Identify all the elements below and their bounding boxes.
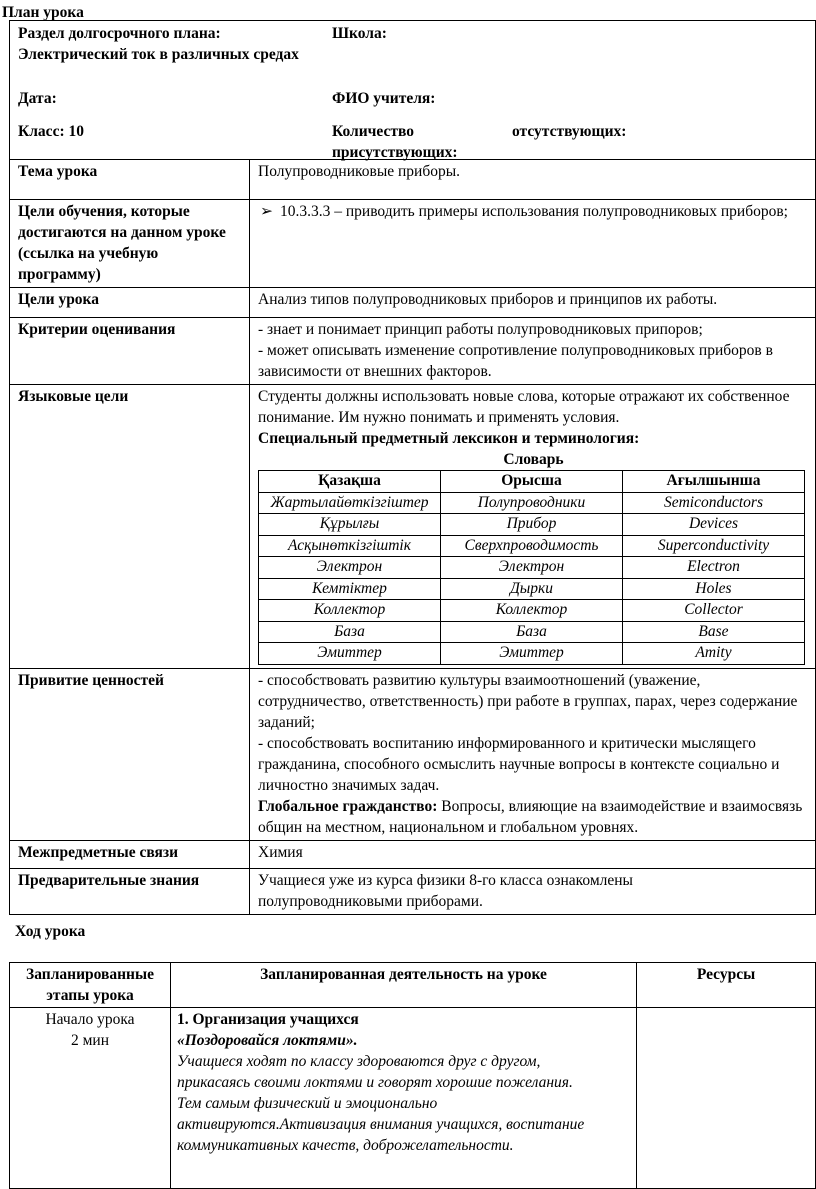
vocab-row <box>259 578 805 600</box>
bullet-arrow-icon: ➢ <box>260 203 273 220</box>
dictionary-title: Словарь <box>503 451 564 468</box>
activity-head: 1. Организация учащихся <box>177 1011 359 1028</box>
vocab-russian: Сверхпроводимость <box>441 535 623 557</box>
present-label: присутствующих: <box>332 144 458 161</box>
vocab-row <box>259 643 805 665</box>
lesson-progress-table <box>9 962 816 1189</box>
vocab-english: Devices <box>623 514 805 536</box>
vocab-col-russian: Орысша <box>441 471 623 493</box>
language-row <box>10 385 816 669</box>
vocab-kazakh: Кемтіктер <box>259 578 441 600</box>
teacher-label: ФИО учителя: <box>332 90 436 107</box>
values-cell <box>250 668 816 840</box>
vocab-header-row <box>259 471 805 493</box>
vocab-russian: Прибор <box>441 514 623 536</box>
topic-row <box>10 160 816 200</box>
objectives-value: 10.3.3.3 – приводить примеры использования полупроводниковых приборов; <box>280 203 788 220</box>
global-text: Вопросы, влияющие на взаимодействие и взаимосвязь общин на местном, национальном и глобальном уровнях. <box>258 797 803 836</box>
vocab-kazakh: Электрон <box>259 557 441 579</box>
vocab-body <box>259 492 805 664</box>
topic-label: Тема урока <box>10 160 250 200</box>
vocab-kazakh: База <box>259 621 441 643</box>
values-para-1: - способствовать развитию культуры взаимоотношений (уважение, сотрудничество, ответственность) при работе в группах, парах, через содержание заданий; <box>258 671 798 731</box>
section-block <box>18 23 318 65</box>
date-label: Дата: <box>18 90 57 107</box>
vocab-col-english: Ағылшынша <box>623 471 805 493</box>
interdisciplinary-row <box>10 840 816 868</box>
interdisciplinary-label: Межпредметные связи <box>10 840 250 868</box>
language-text: Студенты должны использовать новые слова, которые отражают их собственное понимание. Им нужно понимать и применять условия. <box>258 388 790 426</box>
vocab-english: Amity <box>623 643 805 665</box>
prior-label: Предварительные знания <box>10 868 250 914</box>
progress-title: Ход урока <box>15 923 86 940</box>
vocabulary-table <box>258 470 805 665</box>
vocab-russian: Эмиттер <box>441 643 623 665</box>
criteria-line-2: - может описывать изменение сопротивление полупроводниковых приборов в зависимости от внешних факторов. <box>258 342 773 380</box>
goals-label: Цели урока <box>10 288 250 318</box>
criteria-cell <box>250 318 816 385</box>
prior-row <box>10 868 816 914</box>
vocab-english: Semiconductors <box>623 492 805 514</box>
col-activity: Запланированная деятельность на уроке <box>171 963 637 1008</box>
vocab-kazakh: Коллектор <box>259 600 441 622</box>
values-para-2: - способствовать воспитанию информированного и критически мыслящего гражданина, способного осмыслить научные вопросы в контексте социально и личностно значимых задач. <box>258 734 780 794</box>
header-cell <box>10 21 816 160</box>
school-label: Школа: <box>332 25 387 42</box>
absent-label: отсутствующих: <box>512 123 627 140</box>
vocab-english: Holes <box>623 578 805 600</box>
activity-cell <box>171 1008 637 1189</box>
header-row <box>10 21 816 160</box>
vocab-col-kazakh: Қазақша <box>259 471 441 493</box>
section-label: Раздел долгосрочного плана: <box>18 25 221 42</box>
language-subhead: Специальный предметный лексикон и терминология: <box>258 430 640 447</box>
activity-game: «Поздоровайся локтями». <box>177 1032 358 1049</box>
values-label: Привитие ценностей <box>10 668 250 840</box>
criteria-label: Критерии оценивания <box>10 318 250 385</box>
objectives-row <box>10 200 816 288</box>
vocab-row <box>259 557 805 579</box>
vocab-kazakh: Жартылайөткізгіштер <box>259 492 441 514</box>
progress-header-row <box>10 963 816 1008</box>
activity-text: Учащиеся ходят по классу здороваются друг с другом, прикасаясь своими локтями и говорят хорошие пожелания. Тем самым физический и эмоционально активируются.Активизация внимания учащихся, воспитание коммуникативных качеств, доброжелательности. <box>177 1053 585 1154</box>
vocab-russian: Коллектор <box>441 600 623 622</box>
col-stages: Запланированные этапы урока <box>10 963 171 1008</box>
objectives-label: Цели обучения, которые достигаются на данном уроке (ссылка на учебную программу) <box>10 200 250 288</box>
vocab-row <box>259 600 805 622</box>
vocab-row <box>259 535 805 557</box>
page-title: План урока <box>2 4 84 21</box>
interdisciplinary-value: Химия <box>250 840 816 868</box>
language-cell <box>250 385 816 669</box>
criteria-row <box>10 318 816 385</box>
prior-value: Учащиеся уже из курса физики 8-го класса ознакомлены полупроводниковыми приборами. <box>250 868 816 914</box>
stage-name: Начало урока <box>45 1011 135 1028</box>
goals-value: Анализ типов полупроводниковых приборов и принципов их работы. <box>250 288 816 318</box>
criteria-line-1: - знает и понимает принцип работы полупроводниковых припоров; <box>258 321 703 338</box>
vocab-kazakh: Құрылғы <box>259 514 441 536</box>
section-value: Электрический ток в различных средах <box>18 46 299 63</box>
values-row <box>10 668 816 840</box>
topic-value: Полупроводниковые приборы. <box>250 160 816 200</box>
vocab-kazakh: Асқынөткізгіштік <box>259 535 441 557</box>
vocab-row <box>259 621 805 643</box>
stage-time: 2 мин <box>70 1032 110 1049</box>
vocab-russian: Дырки <box>441 578 623 600</box>
col-resources: Ресурсы <box>637 963 816 1008</box>
vocab-russian: Электрон <box>441 557 623 579</box>
count-label: Количество <box>332 123 414 140</box>
goals-row <box>10 288 816 318</box>
stage-cell <box>10 1008 171 1189</box>
vocab-english: Superconductivity <box>623 535 805 557</box>
vocab-kazakh: Эмиттер <box>259 643 441 665</box>
vocab-russian: База <box>441 621 623 643</box>
stage-row <box>10 1008 816 1189</box>
lesson-plan-table <box>9 20 816 915</box>
vocab-english: Base <box>623 621 805 643</box>
resources-cell <box>637 1008 816 1189</box>
class-label: Класс: 10 <box>18 123 84 140</box>
language-label: Языковые цели <box>10 385 250 669</box>
vocab-russian: Полупроводники <box>441 492 623 514</box>
vocab-english: Collector <box>623 600 805 622</box>
objectives-cell <box>250 200 816 288</box>
global-label: Глобальное гражданство: <box>258 797 438 815</box>
vocab-english: Electron <box>623 557 805 579</box>
global-citizenship <box>258 796 809 838</box>
vocab-row <box>259 514 805 536</box>
vocab-row <box>259 492 805 514</box>
